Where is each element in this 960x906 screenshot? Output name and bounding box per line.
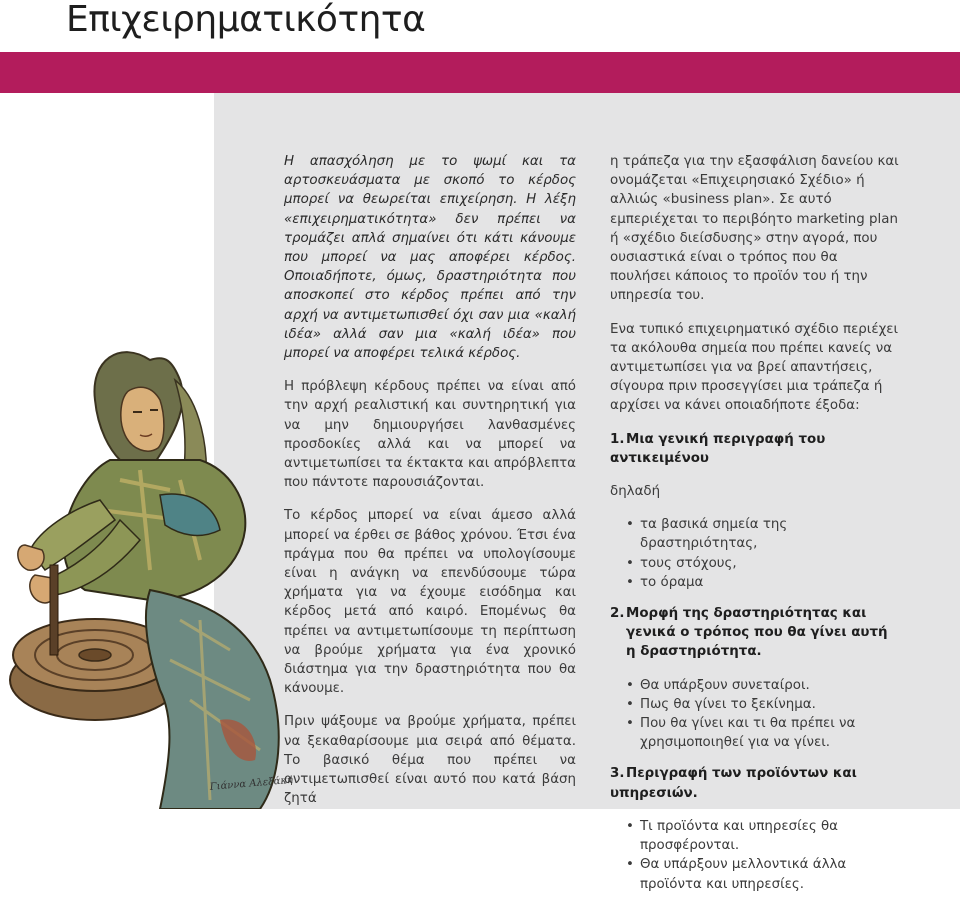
bullet-icon: • <box>626 696 634 712</box>
section-1 <box>610 430 900 592</box>
section-3-number: 3. <box>610 766 625 782</box>
list-item <box>626 695 900 714</box>
millstone-woman-illustration <box>0 320 300 809</box>
section-1-heading: Μια γενική περιγραφή του αντικειμένου <box>610 431 826 466</box>
list-item-text: Που θα γίνει και τι θα πρέπει να χρησιμοποιηθεί για να γίνει. <box>640 716 856 751</box>
section-1-number: 1. <box>610 431 625 447</box>
list-item <box>626 554 900 573</box>
section-3-title <box>610 764 900 802</box>
hand-left <box>18 545 44 570</box>
list-item <box>626 714 900 752</box>
bullet-icon: • <box>626 716 634 732</box>
list-item-text: Πως θα γίνει το ξεκίνημα. <box>640 696 816 712</box>
paragraph-find-money: Πριν ψάξουμε να βρούμε χρήματα, πρέπει να ξεκαθαρίσουμε μια σειρά από θέματα. Το βασικό θέμα που πρέπει να αντιμετωπισθεί είναι αυτό που κατά βάση ζητά <box>284 714 576 807</box>
page-title: Επιχειρηματικότητα <box>66 0 426 40</box>
millstone-handle <box>50 565 58 655</box>
list-item-text: Τι προϊόντα και υπηρεσίες θα προσφέρονται. <box>640 818 839 854</box>
list-item <box>626 817 900 855</box>
bullet-icon: • <box>626 818 634 834</box>
list-item <box>626 855 900 893</box>
list-item-text: Θα υπάρξουν συνεταίροι. <box>640 677 810 693</box>
section-1-sub: δηλαδή <box>610 484 661 500</box>
section-2-number: 2. <box>610 606 625 622</box>
paragraph-business-plan: Ενα τυπικό επιχειρηματικό σχέδιο περιέχει τα ακόλουθα σημεία που πρέπει κανείς να αντιμετωπίσει για να βρεί απαντήσεις, σίγουρα πριν προσεγγίσει μια τράπεζα ή αρχίσει να κάνει οποιαδήποτε έξοδα: <box>610 321 899 414</box>
text-column-left <box>284 152 576 823</box>
magenta-band <box>0 52 960 93</box>
skirt-shape <box>146 590 279 809</box>
section-3-heading: Περιγραφή των προϊόντων και υπηρεσιών. <box>610 766 857 801</box>
paragraph-profit-forecast: Η πρόβλεψη κέρδους πρέπει να είναι από την αρχή ρεαλιστική και συντηρητική για να μην δημιουργήσει λανθασμένες προσδοκίες αλλά και να μπορεί να αντιμετωπίσει τα έκτακτα και απρόβλεπτα που πάντοτε παρουσιάζονται. <box>284 379 576 491</box>
list-item-text: το όραμα <box>640 574 704 590</box>
list-item-text: τα βασικά σημεία της δραστηριότητας, <box>640 517 788 552</box>
bullet-icon: • <box>626 677 634 693</box>
section-2-list <box>610 676 900 753</box>
text-column-right <box>610 152 900 906</box>
section-1-list <box>610 515 900 592</box>
list-item <box>626 515 900 553</box>
bullet-icon: • <box>626 857 634 873</box>
intro-paragraph: Η απασχόληση με το ψωμί και τα αρτοσκευάσματα με σκοπό το κέρδος μπορεί να θεωρείται επιχείρηση. Η λέξη «επιχειρηματικότητα» δεν πρέπει να τρομάζει απλά σημαίνει ότι κάτι κάνουμε που μπορεί να μας αποφέρει κέρδος. Οποιαδήποτε, όμως, δραστηριότητα που αποσκοπεί στο κέρδος πρέπει από την αρχή να αντιμετωπισθεί όχι σαν μια «καλή ιδέα» αλλά σαν μια «καλή ιδέα» που μπορεί να αποφέρει τελικά κέρδος. <box>284 154 576 362</box>
millstone-ring3 <box>79 649 111 661</box>
section-3 <box>610 764 900 893</box>
list-item-text: τους στόχους, <box>640 555 737 571</box>
list-item <box>626 573 900 592</box>
list-item-text: Θα υπάρξουν μελλοντικά άλλα προϊόντα και υπηρεσίες. <box>640 857 847 892</box>
section-3-list <box>610 817 900 894</box>
section-2 <box>610 604 900 752</box>
paragraph-profit-time: Το κέρδος μπορεί να είναι άμεσο αλλά μπορεί να έρθει σε βάθος χρόνου. Έτσι ένα πράγμα που θα πρέπει να υπολογίσουμε είναι η ανάγκη να επενδύσουμε τώρα χρήματα για να έχουμε εισόδημα και κέρδος μετά από καιρό. Επομένως θα πρέπει να αντιμετωπίσουμε τη περίπτωση να βρούμε χρήματα για ένα χρονικό διάστημα για την δραστηριότητα που θα κάνουμε. <box>284 508 576 697</box>
bullet-icon: • <box>626 574 634 590</box>
list-item <box>626 676 900 695</box>
paragraph-bank: η τράπεζα για την εξασφάλιση δανείου και ονομάζεται «Επιχειρησιακό Σχέδιο» ή αλλιώς «business plan». Σε αυτό εμπεριέχεται το περιβόητο marketing plan ή «σχέδιο διείσδυσης» στην αγορά, που ουσιαστικά είναι ο τρόπος που θα πουλήσει κάποιος το προϊόν του ή την υπηρεσία του. <box>610 154 899 304</box>
section-2-title <box>610 604 900 662</box>
header <box>0 0 960 52</box>
section-2-heading: Μορφή της δραστηριότητας και γενικά ο τρόπος που θα γίνει αυτή η δραστηριότητα. <box>626 606 888 660</box>
bullet-icon: • <box>626 555 634 571</box>
artist-signature: Γιάννα Αλεξάκη <box>209 774 294 793</box>
section-1-title <box>610 430 900 468</box>
bullet-icon: • <box>626 517 634 533</box>
